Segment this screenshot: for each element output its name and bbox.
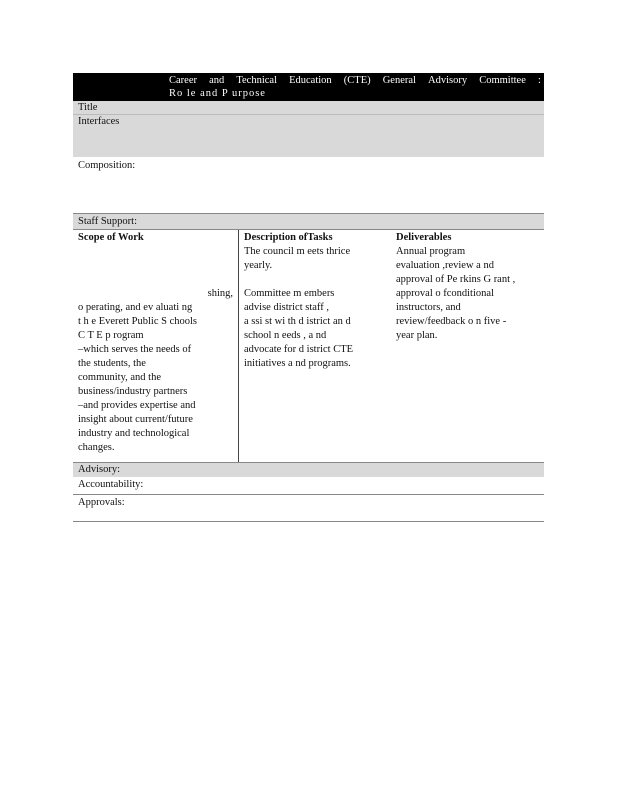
interfaces-row: Interfaces	[73, 115, 544, 157]
tasks-heading: Description ofTasks	[244, 232, 333, 243]
deliverables-line: approval o fconditional	[396, 288, 494, 299]
title-row: Title	[73, 101, 544, 115]
deliverables-column	[391, 230, 544, 462]
header-word: Education	[289, 75, 332, 86]
deliverables-line: instructors, and	[396, 302, 461, 313]
staff-support-row: Staff Support:	[73, 213, 544, 229]
deliverables-line: Annual program	[396, 246, 466, 257]
scope-line: insight about current/future	[78, 414, 193, 425]
tasks-line: yearly.	[244, 260, 273, 271]
header-title-line1	[169, 74, 541, 87]
header-word: and	[209, 75, 225, 86]
approvals-row: Approvals:	[73, 495, 544, 522]
scope-line: o perating, and ev aluati ng	[78, 302, 193, 313]
accountability-row: Accountability:	[73, 477, 544, 495]
scope-line: industry and technological	[78, 428, 190, 439]
tasks-line: Committee m embers	[244, 288, 335, 299]
scope-heading: Scope of Work	[78, 232, 144, 243]
header-word: (CTE)	[343, 75, 371, 86]
header-word: Career	[169, 75, 197, 86]
header-word: Advisory	[428, 75, 468, 86]
composition-row: Composition:	[78, 160, 136, 171]
document-table	[73, 73, 544, 522]
tasks-line: The council m eets thrice	[244, 246, 351, 257]
tasks-line: initiatives a nd programs.	[244, 358, 351, 369]
header-word: Committee	[479, 75, 526, 86]
tasks-line: advise district staff ,	[244, 302, 329, 313]
header-word: :	[537, 75, 541, 86]
scope-line: t h e Everett Public S chools	[78, 316, 197, 327]
deliverables-line: evaluation ,review a nd	[396, 260, 494, 271]
deliverables-line: review/feedback o n five -	[396, 316, 507, 327]
scope-line: C T E p rogram	[78, 330, 144, 341]
scope-line: shing,	[207, 288, 233, 299]
tasks-line: a ssi st wi th d istrict an d	[244, 316, 351, 327]
description-of-tasks-column	[239, 230, 391, 462]
tasks-line: school n eeds , a nd	[244, 330, 327, 341]
header-word: Technical	[236, 75, 278, 86]
deliverables-line: year plan.	[396, 330, 438, 341]
scope-line: the students, the	[78, 358, 146, 369]
header-word: General	[382, 75, 416, 86]
scope-of-work-column	[73, 230, 239, 462]
scope-line: changes.	[78, 442, 115, 453]
scope-line: community, and the	[78, 372, 162, 383]
document-header	[73, 73, 544, 101]
scope-line: business/industry partners	[78, 386, 188, 397]
deliverables-heading: Deliverables	[396, 232, 452, 243]
scope-line: –which serves the needs of	[78, 344, 192, 355]
advisory-row: Advisory:	[73, 462, 544, 477]
tasks-line: advocate for d istrict CTE	[244, 344, 354, 355]
header-title-line2: Ro le and P urpose	[169, 88, 266, 99]
details-columns	[73, 229, 544, 462]
scope-line: –and provides expertise and	[78, 400, 196, 411]
deliverables-line: approval of Pe rkins G rant ,	[396, 274, 516, 285]
